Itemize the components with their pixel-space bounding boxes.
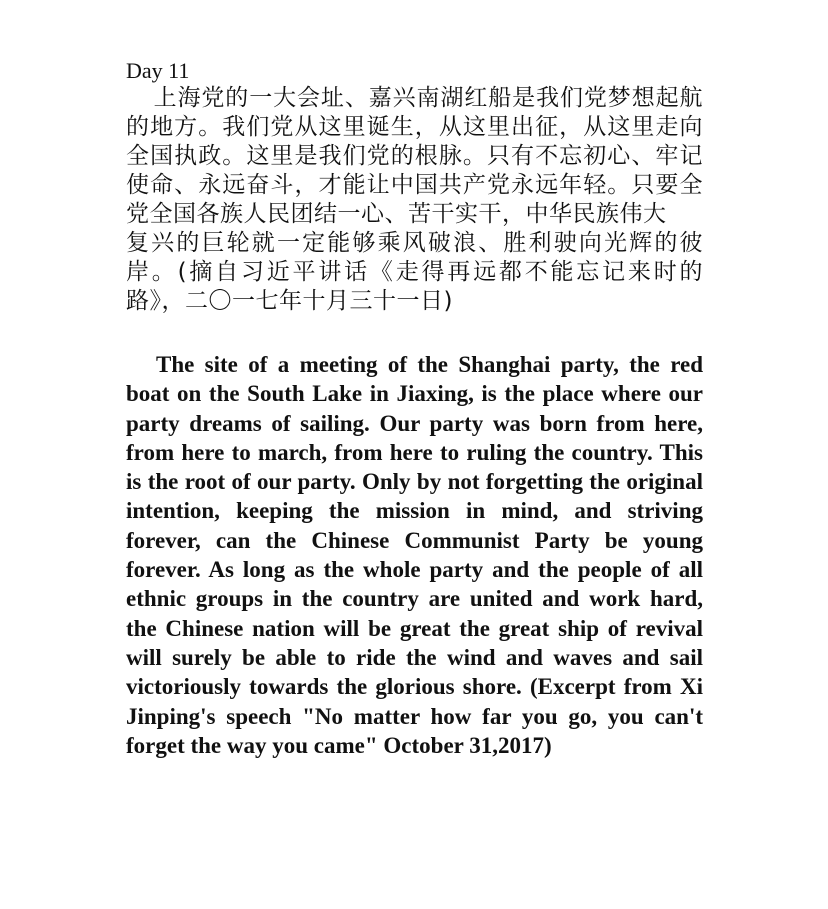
chinese-text-part-2: 复兴的巨轮就一定能够乘风破浪、胜利驶向光辉的彼岸。(摘自习近平讲话《走得再远都不能忘记来时的路》，二〇一七年十月三十一日) <box>126 230 703 314</box>
document-page <box>126 58 703 760</box>
chinese-text-part-1: 上海党的一大会址、嘉兴南湖红船是我们党梦想起航的地方。我们党从这里诞生，从这里出征，从这里走向全国执政。这里是我们党的根脉。只有不忘初心、牢记使命、永远奋斗，才能让中国共产党永远年轻。只要全党全国各族人民团结一心、苦干实干，中华民族伟大 <box>126 85 703 227</box>
chinese-paragraph <box>126 84 703 316</box>
english-paragraph: The site of a meeting of the Shanghai party, the red boat on the South Lake in Jiaxing, is the place where our party dreams of sailing. Our party was born from here, from here to march, from here to ruling the country. This is the root of our party. Only by not forgetting the original intention, keeping the mission in mind, and striving forever, can the Chinese Communist Party be young forever. As long as the whole party and the people of all ethnic groups in the country are united and work hard, the Chinese nation will be great the great ship of revival will surely be able to ride the wind and waves and sail victoriously towards the glorious shore. (Excerpt from Xi Jinping's speech "No matter how far you go, you can't forget the way you came" October 31,2017) <box>126 352 703 758</box>
day-heading: Day 11 <box>126 58 190 83</box>
